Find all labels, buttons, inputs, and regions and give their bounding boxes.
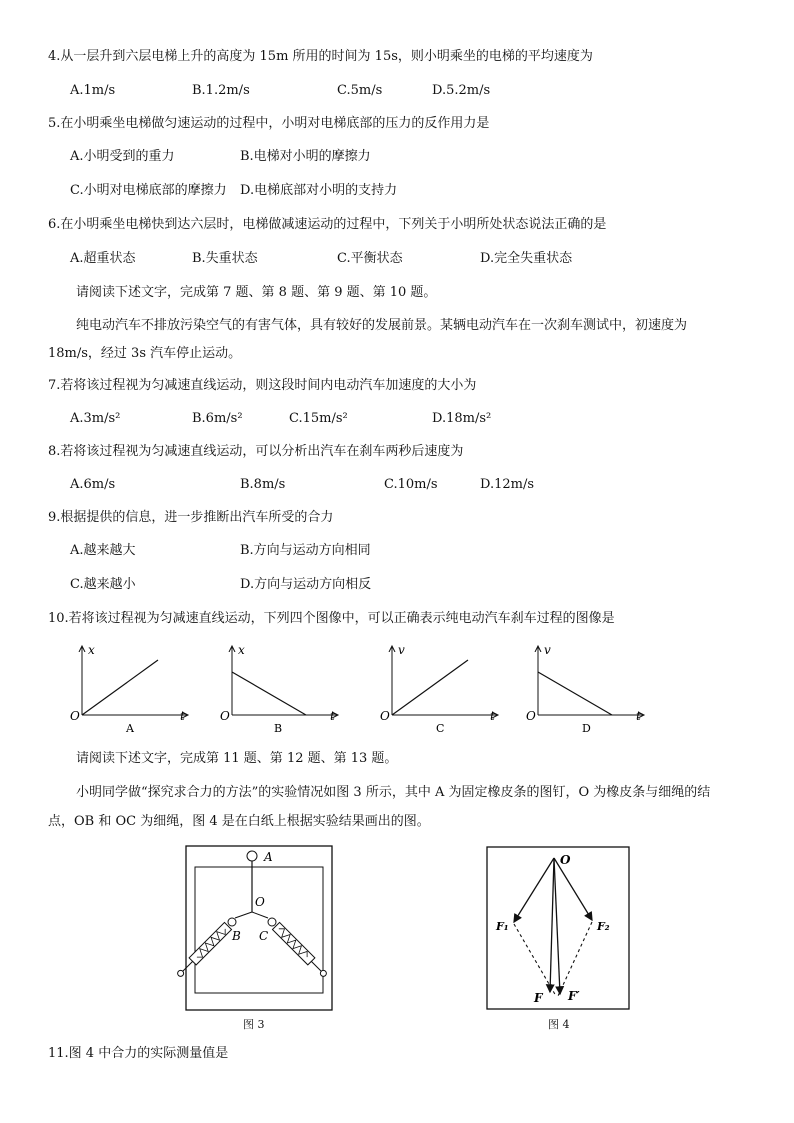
graph-b-xlabel: t <box>330 709 335 723</box>
question-11-stem: 11.图 4 中合力的实际测量值是 <box>48 1046 229 1061</box>
question-6-option-a: A.超重状态 <box>70 251 136 266</box>
graph-c <box>378 640 508 740</box>
figure-3-spring-balance-right <box>272 922 329 979</box>
question-5-stem: 5.在小明乘坐电梯做匀速运动的过程中，小明对电梯底部的压力的反作用力是 <box>48 116 490 131</box>
passage-2-text-line-1: 小明同学做“探究求合力的方法”的实验情况如图 3 所示，其中 A 为固定橡皮条的图钉，O 为橡皮条与细绳的结 <box>76 785 711 800</box>
question-7-option-c: C.15m/s² <box>289 411 348 426</box>
question-8-option-d: D.12m/s <box>480 477 535 492</box>
question-7-option-d: D.18m/s² <box>432 411 492 426</box>
figure-3-label-c: C <box>259 929 269 943</box>
figure-4-label-f-prime: F′ <box>568 989 580 1003</box>
figure-4-label-f1: F₁ <box>496 920 509 933</box>
graph-c-xlabel: t <box>490 709 495 723</box>
passage-1-text-line-2: 18m/s，经过 3s 汽车停止运动。 <box>48 346 242 361</box>
graph-c-name: C <box>436 722 445 735</box>
question-10-stem: 10.若将该过程视为匀减速直线运动，下列四个图像中，可以正确表示纯电动汽车刹车过程的图像是 <box>48 611 615 626</box>
question-9-option-c: C.越来越小 <box>70 577 136 592</box>
figure-4 <box>484 844 634 1014</box>
graph-b-origin: O <box>220 709 230 723</box>
question-8-option-a: A.6m/s <box>70 477 116 492</box>
figure-4-caption: 图 4 <box>548 1018 570 1031</box>
question-5-option-d: D.电梯底部对小明的支持力 <box>240 183 398 198</box>
figure-4-label-f2: F₂ <box>597 920 610 933</box>
graph-a-xlabel: t <box>180 709 185 723</box>
figure-4-vector-f <box>550 858 554 992</box>
graph-d-ylabel: v <box>544 643 551 657</box>
question-4-option-c: C.5m/s <box>337 83 383 98</box>
question-7-stem: 7.若将该过程视为匀减速直线运动，则这段时间内电动汽车加速度的大小为 <box>48 378 477 393</box>
graph-d <box>524 640 654 740</box>
question-6-option-b: B.失重状态 <box>192 251 258 266</box>
graph-d-line <box>538 672 612 715</box>
question-9-option-a: A.越来越大 <box>70 543 136 558</box>
passage-2-text-line-2: 点，OB 和 OC 为细绳，图 4 是在白纸上根据实验结果画出的图。 <box>48 814 430 829</box>
question-6-stem: 6.在小明乘坐电梯快到达六层时，电梯做减速运动的过程中，下列关于小明所处状态说法正确的是 <box>48 217 607 232</box>
graph-a-line <box>82 660 158 715</box>
question-6-option-d: D.完全失重状态 <box>480 251 573 266</box>
figure-4-label-f: F <box>534 991 543 1005</box>
question-4-stem: 4.从一层升到六层电梯上升的高度为 15m 所用的时间为 15s，则小明乘坐的电梯的平均速度为 <box>48 49 593 64</box>
figure-3-label-b: B <box>232 929 241 943</box>
graph-a-origin: O <box>70 709 80 723</box>
figure-4-label-o: O <box>560 853 571 867</box>
graph-a <box>68 640 198 740</box>
passage-1-text-line-1: 纯电动汽车不排放污染空气的有害气体，具有较好的发展前景。某辆电动汽车在一次刹车测试中，初速度为 <box>76 318 688 333</box>
graph-b <box>218 640 348 740</box>
question-9-option-b: B.方向与运动方向相同 <box>240 543 371 558</box>
passage-2-instruction: 请阅读下述文字，完成第 11 题、第 12 题、第 13 题。 <box>76 751 398 766</box>
question-5-option-b: B.电梯对小明的摩擦力 <box>240 149 371 164</box>
question-8-option-c: C.10m/s <box>384 477 438 492</box>
question-4-option-d: D.5.2m/s <box>432 83 491 98</box>
figure-4-dashed-right <box>558 922 592 996</box>
question-9-stem: 9.根据提供的信息，进一步推断出汽车所受的合力 <box>48 510 334 525</box>
question-7-option-a: A.3m/s² <box>70 411 121 426</box>
question-5-option-a: A.小明受到的重力 <box>70 149 175 164</box>
graph-c-origin: O <box>380 709 390 723</box>
figure-3 <box>160 840 360 1020</box>
question-4-option-b: B.1.2m/s <box>192 83 250 98</box>
question-7-option-b: B.6m/s² <box>192 411 243 426</box>
graph-b-ylabel: x <box>238 643 245 657</box>
graph-a-name: A <box>126 722 134 735</box>
question-8-option-b: B.8m/s <box>240 477 286 492</box>
figure-3-pin-a <box>247 851 257 861</box>
figure-3-spring-balance-left <box>175 922 232 979</box>
figure-4-vector-f-prime <box>554 858 560 994</box>
figure-4-vector-f2 <box>554 858 592 920</box>
graph-d-xlabel: t <box>636 709 641 723</box>
graph-d-name: D <box>582 722 591 735</box>
figure-3-label-a: A <box>264 850 273 864</box>
question-6-option-c: C.平衡状态 <box>337 251 403 266</box>
figure-3-label-o: O <box>255 895 265 909</box>
figure-4-vector-f1 <box>514 858 554 922</box>
passage-1-instruction: 请阅读下述文字，完成第 7 题、第 8 题、第 9 题、第 10 题。 <box>76 285 437 300</box>
figure-3-string-b <box>235 912 252 918</box>
question-8-stem: 8.若将该过程视为匀减速直线运动，可以分析出汽车在刹车两秒后速度为 <box>48 444 464 459</box>
figure-3-caption: 图 3 <box>243 1018 265 1031</box>
graph-d-origin: O <box>526 709 536 723</box>
figure-3-string-c <box>252 912 268 918</box>
graph-a-ylabel: x <box>88 643 95 657</box>
graph-b-name: B <box>274 722 283 735</box>
question-4-option-a: A.1m/s <box>70 83 116 98</box>
figure-3-board-outer <box>186 846 332 1010</box>
graph-b-line <box>232 672 306 715</box>
question-5-option-c: C.小明对电梯底部的摩擦力 <box>70 183 227 198</box>
question-9-option-d: D.方向与运动方向相反 <box>240 577 372 592</box>
graph-c-ylabel: v <box>398 643 405 657</box>
graph-c-line <box>392 660 468 715</box>
